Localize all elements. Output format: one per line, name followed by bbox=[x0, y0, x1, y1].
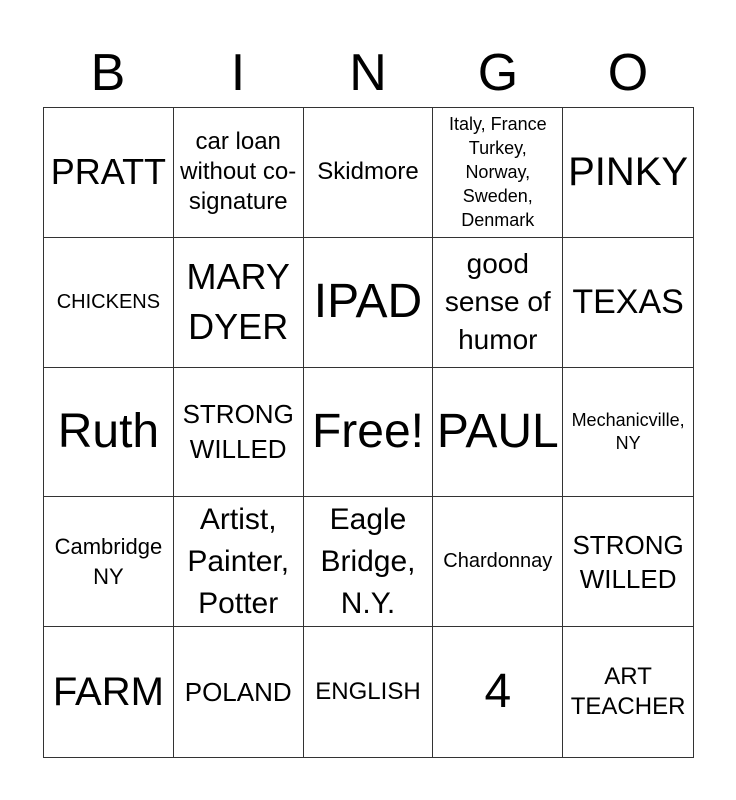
bingo-cell[interactable] bbox=[433, 627, 563, 757]
bingo-cell[interactable] bbox=[563, 108, 693, 238]
bingo-cell[interactable] bbox=[433, 497, 563, 627]
header-letter-n: N bbox=[349, 44, 387, 102]
bingo-cell[interactable] bbox=[304, 368, 434, 498]
bingo-cell[interactable] bbox=[174, 368, 304, 498]
cell-text: CHICKENS bbox=[56, 290, 161, 313]
bingo-cell[interactable] bbox=[174, 497, 304, 627]
cell-text: Chardonnay bbox=[443, 550, 553, 573]
header-letter-g: G bbox=[477, 44, 519, 102]
cell-text: Artist, Painter, Potter bbox=[187, 502, 290, 620]
cell-text: ENGLISH bbox=[315, 678, 421, 706]
bingo-cell[interactable] bbox=[563, 627, 693, 757]
bingo-cell[interactable] bbox=[174, 108, 304, 238]
cell-text: PRATT bbox=[50, 151, 167, 193]
bingo-cell[interactable] bbox=[304, 497, 434, 627]
cell-text: POLAND bbox=[184, 676, 292, 707]
cell-text: car loan without co-signature bbox=[180, 128, 297, 216]
cell-text: 4 bbox=[484, 665, 512, 719]
bingo-cell[interactable] bbox=[563, 368, 693, 498]
bingo-cell[interactable] bbox=[44, 238, 174, 368]
cell-text: ART TEACHER bbox=[570, 663, 686, 721]
bingo-cell[interactable] bbox=[44, 108, 174, 238]
bingo-cell[interactable] bbox=[304, 627, 434, 757]
cell-text: STRONG WILLED bbox=[182, 398, 294, 464]
cell-text: Cambridge NY bbox=[54, 533, 163, 589]
bingo-cell[interactable] bbox=[563, 497, 693, 627]
cell-text: TEXAS bbox=[572, 283, 684, 322]
cell-text: PAUL bbox=[436, 404, 559, 458]
cell-text: PINKY bbox=[568, 150, 689, 195]
cell-text: good sense of humor bbox=[444, 248, 551, 356]
bingo-cell[interactable] bbox=[44, 627, 174, 757]
cell-text: Skidmore bbox=[317, 158, 419, 186]
cell-text: FARM bbox=[52, 670, 164, 715]
cell-text: Mechanicville, NY bbox=[571, 409, 685, 453]
bingo-cell[interactable] bbox=[174, 627, 304, 757]
cell-text: MARY DYER bbox=[186, 256, 290, 348]
cell-text: Eagle Bridge, N.Y. bbox=[320, 502, 416, 620]
cell-text: Ruth bbox=[57, 404, 160, 458]
bingo-cell[interactable] bbox=[304, 238, 434, 368]
cell-text: Free! bbox=[311, 404, 424, 458]
header-letter-b: B bbox=[90, 44, 126, 102]
cell-text: STRONG WILLED bbox=[572, 529, 684, 594]
bingo-cell[interactable] bbox=[433, 108, 563, 238]
bingo-cell[interactable] bbox=[433, 368, 563, 498]
bingo-cell[interactable] bbox=[44, 497, 174, 627]
header-letter-i: I bbox=[230, 44, 246, 102]
bingo-cell[interactable] bbox=[44, 368, 174, 498]
cell-text: Italy, France Turkey, Norway, Sweden, Denmark bbox=[448, 114, 547, 231]
bingo-cell[interactable] bbox=[433, 238, 563, 368]
cell-text: IPAD bbox=[313, 275, 423, 329]
bingo-header bbox=[43, 40, 693, 106]
bingo-board bbox=[43, 107, 694, 758]
bingo-cell[interactable] bbox=[174, 238, 304, 368]
bingo-cell[interactable] bbox=[304, 108, 434, 238]
bingo-cell[interactable] bbox=[563, 238, 693, 368]
header-letter-o: O bbox=[607, 44, 649, 102]
